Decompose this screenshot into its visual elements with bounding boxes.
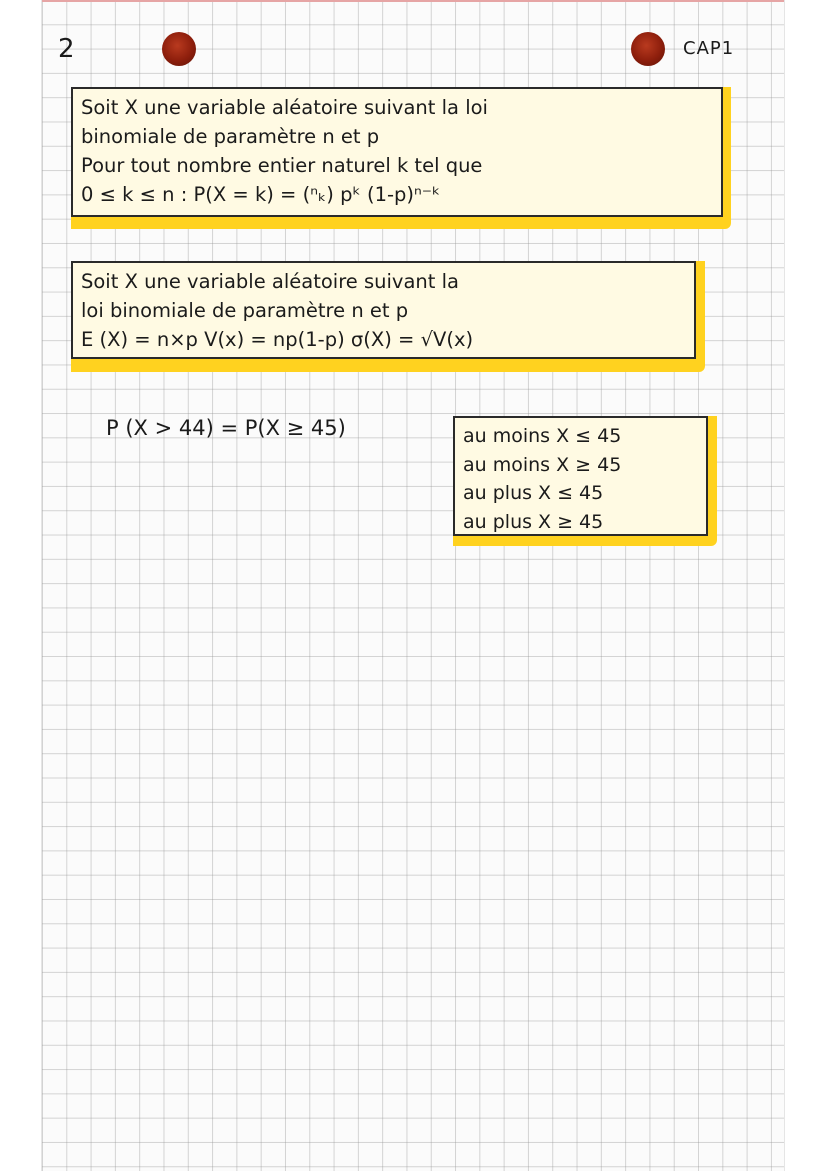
vocab-line: au moins X ≥ 45 (463, 453, 622, 476)
page-number: 2 (58, 34, 75, 64)
definition-formula: 0 ≤ k ≤ n : P(X = k) = (ⁿₖ) pᵏ (1-p)ⁿ⁻ᵏ (81, 183, 441, 206)
moments-box (71, 261, 696, 359)
binder-hole-right (631, 32, 665, 66)
top-margin-rule (42, 0, 784, 2)
definition-line: binomiale de paramètre n et p (81, 125, 380, 148)
chapter-label: CAP1 (683, 38, 735, 59)
moments-line: loi binomiale de paramètre n et p (81, 299, 409, 322)
definition-line: Soit X une variable aléatoire suivant la loi (81, 96, 488, 119)
definition-line: Pour tout nombre entier naturel k tel que (81, 154, 483, 177)
moments-line: Soit X une variable aléatoire suivant la (81, 270, 459, 293)
vocab-line: au moins X ≤ 45 (463, 425, 622, 447)
binder-hole-left (162, 32, 196, 66)
vocab-box (453, 416, 708, 536)
moments-formulas: E (X) = n×p V(x) = np(1-p) σ(X) = √V(x) (81, 328, 474, 351)
vocab-line: au plus X ≤ 45 (463, 482, 604, 504)
probability-formula: P (X > 44) = P(X ≥ 45) (106, 416, 346, 440)
definition-box (71, 87, 723, 217)
vocab-line: au plus X ≥ 45 (463, 510, 604, 533)
